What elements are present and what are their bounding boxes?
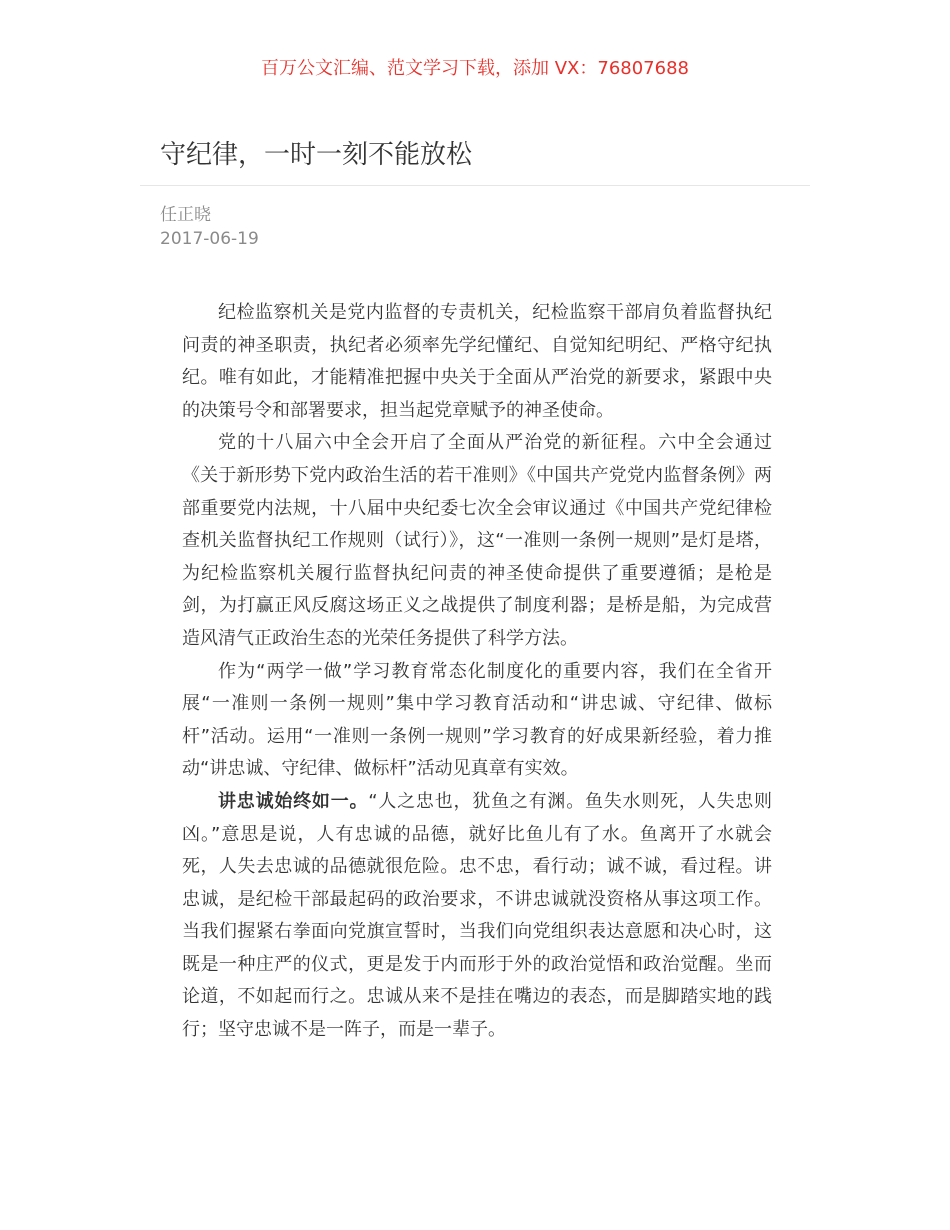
article-author: 任正晓 bbox=[160, 205, 211, 225]
paragraph-text: 党的十八届六中全会开启了全面从严治党的新征程。六中全会通过《关于新形势下党内政治生活的若干准则》《中国共产党党内监督条例》两部重要党内法规，十八届中央纪委七次全会审议通过《中国共产党纪律检查机关监督执纪工作规则（试行）》，这“一准则一条例一规则”是灯是塔，为纪检监察机关履行监督执纪问责的神圣使命提供了重要遵循；是枪是剑，为打赢正风反腐这场正义之战提供了制度利器；是桥是船，为完成营造风清气正政治生态的光荣任务提供了科学方法。 bbox=[182, 432, 772, 649]
article-paragraph bbox=[182, 427, 772, 655]
paragraph-text: 作为“两学一做”学习教育常态化制度化的重要内容，我们在全省开展“一准则一条例一规则”集中学习教育活动和“讲忠诚、守纪律、做标杆”活动。运用“一准则一条例一规则”学习教育的好成果新经验，着力推动“讲忠诚、守纪律、做标杆”活动见真章有实效。 bbox=[182, 660, 772, 780]
article-paragraph bbox=[182, 656, 772, 786]
paragraph-text: “人之忠也，犹鱼之有渊。鱼失水则死，人失忠则凶。”意思是说，人有忠诚的品德，就好比鱼儿有了水。鱼离开了水就会死，人失去忠诚的品德就很危险。忠不忠，看行动；诚不诚，看过程。讲忠诚，是纪检干部最起码的政治要求，不讲忠诚就没资格从事这项工作。当我们握紧右拳面向党旗宣誓时，当我们向党组织表达意愿和决心时，这既是一种庄严的仪式，更是发于内而形于外的政治觉悟和政治觉醒。坐而论道，不如起而行之。忠诚从来不是挂在嘴边的表态，而是脚踏实地的践行；坚守忠诚不是一阵子，而是一辈子。 bbox=[182, 790, 773, 1041]
title-divider bbox=[140, 185, 810, 186]
paragraph-lead: 讲忠诚始终如一。 bbox=[218, 790, 369, 812]
paragraph-text: 纪检监察机关是党内监督的专责机关，纪检监察干部肩负着监督执纪问责的神圣职责，执纪者必须率先学纪懂纪、自觉知纪明纪、严格守纪执纪。唯有如此，才能精准把握中央关于全面从严治党的新要求，紧跟中央的决策号令和部署要求，担当起党章赋予的神圣使命。 bbox=[182, 302, 772, 421]
article-body bbox=[182, 297, 772, 1047]
article-paragraph bbox=[182, 297, 772, 427]
header-banner: 百万公文汇编、范文学习下载，添加 VX：76807688 bbox=[261, 58, 689, 79]
article-date: 2017-06-19 bbox=[160, 229, 259, 249]
article-paragraph bbox=[182, 786, 772, 1047]
article-title: 守纪律，一时一刻不能放松 bbox=[160, 140, 473, 170]
